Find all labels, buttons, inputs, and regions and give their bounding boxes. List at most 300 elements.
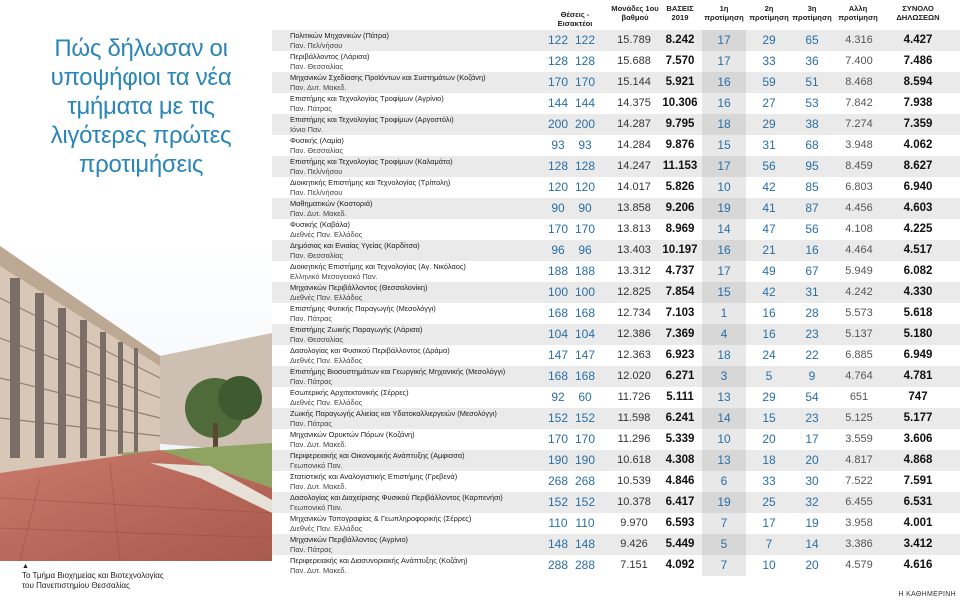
table-row bbox=[272, 51, 960, 72]
monades-cell: 15.688 bbox=[617, 55, 651, 67]
theseis-cell: 147 bbox=[547, 348, 569, 362]
third-preference-cell: 23 bbox=[805, 327, 819, 341]
eisaktees-cell: 170 bbox=[574, 432, 596, 446]
department-name: Δασολογίας και Φυσικού Περιβάλλοντος (Δράμα) bbox=[290, 346, 450, 355]
third-preference-cell: 30 bbox=[805, 474, 819, 488]
first-preference-cell: 15 bbox=[702, 135, 746, 156]
first-preference-cell: 6 bbox=[702, 471, 746, 492]
other-preference-cell: 651 bbox=[849, 391, 869, 403]
table-row bbox=[272, 240, 960, 261]
department-name: Μηχανικών Τοπογραφίας & Γεωπληροφορικής (Σέρρες) bbox=[290, 514, 472, 523]
eisaktees-cell: 288 bbox=[574, 558, 596, 572]
university-name: Παν. Πάτρας bbox=[290, 103, 332, 113]
university-name: Παν. Δυτ. Μακεδ. bbox=[290, 481, 347, 491]
second-preference-cell: 17 bbox=[762, 516, 776, 530]
eisaktees-cell: 144 bbox=[574, 96, 596, 110]
university-name: Παν. Πελ/νήσου bbox=[290, 166, 343, 176]
eisaktees-cell: 93 bbox=[578, 138, 592, 152]
second-preference-cell: 24 bbox=[762, 348, 776, 362]
third-preference-cell: 36 bbox=[805, 54, 819, 68]
theseis-cell: 190 bbox=[547, 453, 569, 467]
university-name: Παν. Δυτ. Μακεδ. bbox=[290, 82, 347, 92]
department-name: Επιστήμης Ζωικής Παραγωγής (Λάρισα) bbox=[290, 325, 423, 334]
header-theseis: Θέσεις - Εισακτέοι bbox=[557, 10, 593, 28]
first-preference-cell: 18 bbox=[702, 345, 746, 366]
eisaktees-cell: 128 bbox=[574, 159, 596, 173]
third-preference-cell: 54 bbox=[805, 390, 819, 404]
second-preference-cell: 42 bbox=[762, 180, 776, 194]
eisaktees-cell: 120 bbox=[574, 180, 596, 194]
total-declarations-cell: 8.627 bbox=[903, 160, 933, 172]
theseis-cell: 152 bbox=[547, 411, 569, 425]
theseis-cell: 170 bbox=[547, 432, 569, 446]
vaseis-cell: 6.241 bbox=[665, 412, 695, 424]
table-row bbox=[272, 219, 960, 240]
theseis-cell: 170 bbox=[547, 222, 569, 236]
eisaktees-cell: 147 bbox=[574, 348, 596, 362]
department-name: Μηχανικών Ορυκτών Πόρων (Κοζάνη) bbox=[290, 430, 415, 439]
third-preference-cell: 65 bbox=[805, 33, 819, 47]
third-preference-cell: 20 bbox=[805, 558, 819, 572]
table-row bbox=[272, 492, 960, 513]
eisaktees-cell: 170 bbox=[574, 222, 596, 236]
total-declarations-cell: 3.412 bbox=[903, 538, 933, 550]
other-preference-cell: 7.400 bbox=[845, 55, 873, 67]
second-preference-cell: 16 bbox=[762, 327, 776, 341]
total-declarations-cell: 6.949 bbox=[903, 349, 933, 361]
monades-cell: 10.378 bbox=[617, 496, 651, 508]
total-declarations-cell: 3.606 bbox=[903, 433, 933, 445]
total-declarations-cell: 6.940 bbox=[903, 181, 933, 193]
table-row bbox=[272, 345, 960, 366]
eisaktees-cell: 188 bbox=[574, 264, 596, 278]
total-declarations-cell: 4.001 bbox=[903, 517, 933, 529]
theseis-cell: 168 bbox=[547, 306, 569, 320]
third-preference-cell: 31 bbox=[805, 285, 819, 299]
university-name: Ελληνικό Μεσογειακό Παν. bbox=[290, 271, 378, 281]
table-row bbox=[272, 513, 960, 534]
header-monades: Μονάδες 1ου βαθμού bbox=[611, 4, 659, 22]
third-preference-cell: 87 bbox=[805, 201, 819, 215]
total-declarations-cell: 6.531 bbox=[903, 496, 933, 508]
total-declarations-cell: 4.868 bbox=[903, 454, 933, 466]
university-name: Παν. Δυτ. Μακεδ. bbox=[290, 565, 347, 575]
university-name: Παν. Πάτρας bbox=[290, 376, 332, 386]
table-row bbox=[272, 366, 960, 387]
department-name: Διοικητικής Επιστήμης και Τεχνολογίας (Αγ. Νικόλαος) bbox=[290, 262, 466, 271]
other-preference-cell: 3.948 bbox=[845, 139, 873, 151]
vaseis-cell: 8.969 bbox=[665, 223, 695, 235]
other-preference-cell: 4.817 bbox=[845, 454, 873, 466]
vaseis-cell: 5.449 bbox=[665, 538, 695, 550]
vaseis-cell: 5.111 bbox=[666, 391, 694, 403]
vaseis-cell: 5.339 bbox=[665, 433, 695, 445]
third-preference-cell: 9 bbox=[808, 369, 816, 383]
university-name: Παν. Θεσσαλίας bbox=[290, 334, 344, 344]
third-preference-cell: 51 bbox=[805, 75, 819, 89]
vaseis-cell: 11.153 bbox=[662, 160, 698, 172]
first-preference-cell: 10 bbox=[702, 429, 746, 450]
university-name: Διεθνές Παν. Ελλάδος bbox=[290, 355, 363, 365]
third-preference-cell: 53 bbox=[805, 96, 819, 110]
monades-cell: 13.858 bbox=[617, 202, 651, 214]
theseis-cell: 268 bbox=[547, 474, 569, 488]
monades-cell: 15.789 bbox=[617, 34, 651, 46]
table-row bbox=[272, 72, 960, 93]
monades-cell: 9.970 bbox=[620, 517, 648, 529]
total-declarations-cell: 5.177 bbox=[903, 412, 933, 424]
theseis-cell: 152 bbox=[547, 495, 569, 509]
department-name: Επιστήμης Βιοσυστημάτων και Γεωργικής Μηχανικής (Μεσολόγγι) bbox=[290, 367, 506, 376]
total-declarations-cell: 7.938 bbox=[903, 97, 933, 109]
total-declarations-cell: 4.781 bbox=[903, 370, 933, 382]
department-name: Πολιτικών Μηχανικών (Πάτρα) bbox=[290, 31, 389, 40]
eisaktees-cell: 60 bbox=[578, 390, 592, 404]
second-preference-cell: 47 bbox=[762, 222, 776, 236]
other-preference-cell: 6.455 bbox=[845, 496, 873, 508]
third-preference-cell: 20 bbox=[805, 453, 819, 467]
total-declarations-cell: 4.062 bbox=[903, 139, 933, 151]
university-name: Γεωπονικό Παν. bbox=[290, 502, 343, 512]
other-preference-cell: 4.108 bbox=[845, 223, 873, 235]
vaseis-cell: 4.737 bbox=[665, 265, 695, 277]
total-declarations-cell: 4.330 bbox=[903, 286, 933, 298]
total-declarations-cell: 4.225 bbox=[903, 223, 933, 235]
department-name: Επιστήμης και Τεχνολογίας Τροφίμων (Αγρίνιο) bbox=[290, 94, 444, 103]
second-preference-cell: 56 bbox=[762, 159, 776, 173]
other-preference-cell: 5.573 bbox=[845, 307, 873, 319]
second-preference-cell: 16 bbox=[762, 306, 776, 320]
theseis-cell: 96 bbox=[551, 243, 565, 257]
other-preference-cell: 5.125 bbox=[845, 412, 873, 424]
eisaktees-cell: 100 bbox=[574, 285, 596, 299]
theseis-cell: 288 bbox=[547, 558, 569, 572]
eisaktees-cell: 168 bbox=[574, 369, 596, 383]
university-name: Παν. Θεσσαλίας bbox=[290, 145, 344, 155]
total-declarations-cell: 4.427 bbox=[903, 34, 933, 46]
monades-cell: 13.813 bbox=[617, 223, 651, 235]
monades-cell: 12.734 bbox=[617, 307, 651, 319]
eisaktees-cell: 90 bbox=[578, 201, 592, 215]
other-preference-cell: 6.885 bbox=[845, 349, 873, 361]
total-declarations-cell: 7.591 bbox=[903, 475, 933, 487]
university-name: Παν. Πάτρας bbox=[290, 313, 332, 323]
first-preference-cell: 17 bbox=[702, 30, 746, 51]
total-declarations-cell: 7.359 bbox=[903, 118, 933, 130]
table-row bbox=[272, 261, 960, 282]
theseis-cell: 128 bbox=[547, 54, 569, 68]
first-preference-cell: 17 bbox=[702, 156, 746, 177]
first-preference-cell: 13 bbox=[702, 450, 746, 471]
first-preference-cell: 13 bbox=[702, 387, 746, 408]
second-preference-cell: 31 bbox=[762, 138, 776, 152]
first-preference-cell: 7 bbox=[702, 513, 746, 534]
total-declarations-cell: 747 bbox=[908, 391, 928, 403]
caption-line-2: του Πανεπιστημίου Θεσσαλίας bbox=[22, 581, 130, 590]
department-name: Περιβάλλοντος (Λάρισα) bbox=[290, 52, 370, 61]
theseis-cell: 122 bbox=[547, 33, 569, 47]
table-row bbox=[272, 324, 960, 345]
third-preference-cell: 22 bbox=[805, 348, 819, 362]
table-row bbox=[272, 471, 960, 492]
eisaktees-cell: 170 bbox=[574, 75, 596, 89]
table-row bbox=[272, 114, 960, 135]
caption-arrow-icon: ▲ bbox=[22, 563, 29, 570]
other-preference-cell: 5.137 bbox=[845, 328, 873, 340]
vaseis-cell: 7.369 bbox=[665, 328, 695, 340]
other-preference-cell: 8.459 bbox=[845, 160, 873, 172]
first-preference-cell: 17 bbox=[702, 261, 746, 282]
other-preference-cell: 7.842 bbox=[845, 97, 873, 109]
vaseis-cell: 5.921 bbox=[665, 76, 695, 88]
eisaktees-cell: 168 bbox=[574, 306, 596, 320]
table-row bbox=[272, 198, 960, 219]
newspaper-credit: Η ΚΑΘΗΜΕΡΙΝΗ bbox=[898, 591, 956, 598]
second-preference-cell: 15 bbox=[762, 411, 776, 425]
university-name: Παν. Πάτρας bbox=[290, 418, 332, 428]
third-preference-cell: 95 bbox=[805, 159, 819, 173]
total-declarations-cell: 4.603 bbox=[903, 202, 933, 214]
university-name: Ιόνιο Παν. bbox=[290, 124, 324, 134]
department-name: Ζωικής Παραγωγής Αλιείας και Υδατοκαλλιεργειών (Μεσολόγγι) bbox=[290, 409, 497, 418]
theseis-cell: 100 bbox=[547, 285, 569, 299]
monades-cell: 10.539 bbox=[617, 475, 651, 487]
department-name: Δημόσιας και Ενιαίας Υγείας (Καρδίτσα) bbox=[290, 241, 420, 250]
university-name: Παν. Θεσσαλίας bbox=[290, 250, 344, 260]
department-name: Μηχανικών Περιβάλλοντος (Αγρίνιο) bbox=[290, 535, 409, 544]
university-name: Παν. Πελ/νήσου bbox=[290, 40, 343, 50]
university-name: Διεθνές Παν. Ελλάδος bbox=[290, 292, 363, 302]
theseis-cell: 104 bbox=[547, 327, 569, 341]
department-name: Περιφερειακής και Διασυνοριακής Ανάπτυξης (Κοζάνη) bbox=[290, 556, 468, 565]
total-declarations-cell: 5.180 bbox=[903, 328, 933, 340]
vaseis-cell: 9.795 bbox=[665, 118, 695, 130]
third-preference-cell: 67 bbox=[805, 264, 819, 278]
vaseis-cell: 6.271 bbox=[665, 370, 695, 382]
first-preference-cell: 14 bbox=[702, 408, 746, 429]
monades-cell: 12.020 bbox=[617, 370, 651, 382]
other-preference-cell: 7.274 bbox=[845, 118, 873, 130]
header-p2: 2η προτίμηση bbox=[749, 4, 789, 22]
department-name: Στατιστικής και Αναλογιστικής Επιστήμης (Γρεβενά) bbox=[290, 472, 458, 481]
first-preference-cell: 7 bbox=[702, 555, 746, 576]
third-preference-cell: 38 bbox=[805, 117, 819, 131]
monades-cell: 10.618 bbox=[617, 454, 651, 466]
header-vaseis: ΒΑΣΕΙΣ 2019 bbox=[666, 4, 694, 22]
third-preference-cell: 85 bbox=[805, 180, 819, 194]
total-declarations-cell: 5.618 bbox=[903, 307, 933, 319]
other-preference-cell: 3.559 bbox=[845, 433, 873, 445]
eisaktees-cell: 104 bbox=[574, 327, 596, 341]
theseis-cell: 90 bbox=[551, 201, 565, 215]
vaseis-cell: 4.846 bbox=[665, 475, 695, 487]
other-preference-cell: 4.316 bbox=[845, 34, 873, 46]
second-preference-cell: 42 bbox=[762, 285, 776, 299]
table-row bbox=[272, 450, 960, 471]
third-preference-cell: 28 bbox=[805, 306, 819, 320]
department-name: Επιστήμης και Τεχνολογίας Τροφίμων (Καλαμάτα) bbox=[290, 157, 453, 166]
second-preference-cell: 18 bbox=[762, 453, 776, 467]
monades-cell: 11.726 bbox=[617, 391, 651, 403]
university-name: Παν. Πάτρας bbox=[290, 544, 332, 554]
other-preference-cell: 6.803 bbox=[845, 181, 873, 193]
monades-cell: 12.363 bbox=[617, 349, 651, 361]
table-row bbox=[272, 135, 960, 156]
monades-cell: 14.287 bbox=[617, 118, 651, 130]
monades-cell: 7.151 bbox=[620, 559, 648, 571]
eisaktees-cell: 128 bbox=[574, 54, 596, 68]
first-preference-cell: 15 bbox=[702, 282, 746, 303]
university-name: Παν. Θεσσαλίας bbox=[290, 61, 344, 71]
department-name: Διοικητικής Επιστήμης και Τεχνολογίας (Τρίπολη) bbox=[290, 178, 451, 187]
total-declarations-cell: 4.616 bbox=[903, 559, 933, 571]
vaseis-cell: 4.308 bbox=[665, 454, 695, 466]
monades-cell: 12.386 bbox=[617, 328, 651, 340]
vaseis-cell: 10.197 bbox=[662, 244, 698, 256]
second-preference-cell: 10 bbox=[762, 558, 776, 572]
eisaktees-cell: 152 bbox=[574, 495, 596, 509]
table-row bbox=[272, 282, 960, 303]
header-synolo: ΣΥΝΟΛΟ ΔΗΛΩΣΕΩΝ bbox=[896, 4, 940, 22]
vaseis-cell: 6.593 bbox=[665, 517, 695, 529]
department-name: Μηχανικών Σχεδίασης Προϊόντων και Συστημάτων (Κοζάνη) bbox=[290, 73, 486, 82]
monades-cell: 13.403 bbox=[617, 244, 651, 256]
first-preference-cell: 18 bbox=[702, 114, 746, 135]
department-name: Εσωτερικής Αρχιτεκτονικής (Σέρρες) bbox=[290, 388, 409, 397]
other-preference-cell: 3.958 bbox=[845, 517, 873, 529]
photo-caption bbox=[22, 563, 262, 591]
header-alli: Αλλη προτίμηση bbox=[838, 4, 878, 22]
vaseis-cell: 5.826 bbox=[665, 181, 695, 193]
department-name: Επιστήμης και Τεχνολογίας Τροφίμων (Αργοστόλι) bbox=[290, 115, 454, 124]
first-preference-cell: 17 bbox=[702, 51, 746, 72]
monades-cell: 14.017 bbox=[617, 181, 651, 193]
third-preference-cell: 19 bbox=[805, 516, 819, 530]
university-name: Διεθνές Παν. Ελλάδος bbox=[290, 229, 363, 239]
other-preference-cell: 3.386 bbox=[845, 538, 873, 550]
other-preference-cell: 7.522 bbox=[845, 475, 873, 487]
university-name: Διεθνές Παν. Ελλάδος bbox=[290, 523, 363, 533]
total-declarations-cell: 7.486 bbox=[903, 55, 933, 67]
first-preference-cell: 10 bbox=[702, 177, 746, 198]
first-preference-cell: 19 bbox=[702, 492, 746, 513]
table-row bbox=[272, 303, 960, 324]
monades-cell: 15.144 bbox=[617, 76, 651, 88]
monades-cell: 9.426 bbox=[620, 538, 648, 550]
table-row bbox=[272, 387, 960, 408]
university-name: Διεθνές Παν. Ελλάδος bbox=[290, 397, 363, 407]
second-preference-cell: 20 bbox=[762, 432, 776, 446]
second-preference-cell: 29 bbox=[762, 390, 776, 404]
department-name: Μηχανικών Περιβάλλοντος (Θεσσαλονίκη) bbox=[290, 283, 428, 292]
first-preference-cell: 5 bbox=[702, 534, 746, 555]
department-name: Φυσικής (Καβάλα) bbox=[290, 220, 350, 229]
university-name: Παν. Πελ/νήσου bbox=[290, 187, 343, 197]
vaseis-cell: 7.570 bbox=[665, 55, 695, 67]
header-p3: 3η προτίμηση bbox=[792, 4, 832, 22]
second-preference-cell: 49 bbox=[762, 264, 776, 278]
eisaktees-cell: 152 bbox=[574, 411, 596, 425]
theseis-cell: 128 bbox=[547, 159, 569, 173]
first-preference-cell: 4 bbox=[702, 324, 746, 345]
first-preference-cell: 16 bbox=[702, 240, 746, 261]
table-row bbox=[272, 555, 960, 576]
other-preference-cell: 4.579 bbox=[845, 559, 873, 571]
table-row bbox=[272, 408, 960, 429]
department-name: Δασολογίας και Διαχείρισης Φυσικού Περιβάλλοντος (Καρπενήσι) bbox=[290, 493, 503, 502]
vaseis-cell: 7.103 bbox=[665, 307, 695, 319]
first-preference-cell: 16 bbox=[702, 72, 746, 93]
first-preference-cell: 1 bbox=[702, 303, 746, 324]
monades-cell: 13.312 bbox=[617, 265, 651, 277]
monades-cell: 14.247 bbox=[617, 160, 651, 172]
second-preference-cell: 21 bbox=[762, 243, 776, 257]
university-name: Παν. Δυτ. Μακεδ. bbox=[290, 208, 347, 218]
caption-line-1: Το Τμήμα Βιοχημείας και Βιοτεχνολογίας bbox=[22, 571, 164, 580]
theseis-cell: 110 bbox=[548, 516, 568, 530]
theseis-cell: 120 bbox=[547, 180, 569, 194]
second-preference-cell: 59 bbox=[762, 75, 776, 89]
eisaktees-cell: 268 bbox=[574, 474, 596, 488]
eisaktees-cell: 200 bbox=[574, 117, 596, 131]
vaseis-cell: 9.206 bbox=[665, 202, 695, 214]
header-p1: 1η προτίμηση bbox=[704, 4, 744, 22]
vaseis-cell: 6.417 bbox=[665, 496, 695, 508]
second-preference-cell: 33 bbox=[762, 54, 776, 68]
vaseis-cell: 8.242 bbox=[665, 34, 695, 46]
monades-cell: 11.598 bbox=[617, 412, 651, 424]
second-preference-cell: 33 bbox=[762, 474, 776, 488]
second-preference-cell: 29 bbox=[762, 117, 776, 131]
first-preference-cell: 3 bbox=[702, 366, 746, 387]
second-preference-cell: 41 bbox=[762, 201, 776, 215]
second-preference-cell: 27 bbox=[762, 96, 776, 110]
theseis-cell: 92 bbox=[551, 390, 565, 404]
table-row bbox=[272, 156, 960, 177]
third-preference-cell: 14 bbox=[805, 537, 819, 551]
third-preference-cell: 32 bbox=[805, 495, 819, 509]
department-name: Επιστήμης Φυτικής Παραγωγής (Μεσολόγγι) bbox=[290, 304, 436, 313]
third-preference-cell: 68 bbox=[805, 138, 819, 152]
table-row bbox=[272, 30, 960, 51]
theseis-cell: 144 bbox=[547, 96, 569, 110]
theseis-cell: 170 bbox=[547, 75, 569, 89]
other-preference-cell: 4.464 bbox=[845, 244, 873, 256]
second-preference-cell: 25 bbox=[762, 495, 776, 509]
other-preference-cell: 5.949 bbox=[845, 265, 873, 277]
theseis-cell: 93 bbox=[551, 138, 565, 152]
monades-cell: 14.375 bbox=[617, 97, 651, 109]
second-preference-cell: 7 bbox=[765, 537, 773, 551]
vaseis-cell: 6.923 bbox=[665, 349, 695, 361]
monades-cell: 14.284 bbox=[617, 139, 651, 151]
theseis-cell: 148 bbox=[547, 537, 569, 551]
total-declarations-cell: 8.594 bbox=[903, 76, 933, 88]
campus-photo bbox=[0, 238, 272, 561]
department-name: Μαθηματικών (Καστοριά) bbox=[290, 199, 373, 208]
table-row bbox=[272, 177, 960, 198]
third-preference-cell: 17 bbox=[805, 432, 819, 446]
total-declarations-cell: 6.082 bbox=[903, 265, 933, 277]
data-table bbox=[272, 30, 960, 576]
second-preference-cell: 29 bbox=[762, 33, 776, 47]
theseis-cell: 168 bbox=[547, 369, 569, 383]
eisaktees-cell: 96 bbox=[578, 243, 592, 257]
total-declarations-cell: 4.517 bbox=[903, 244, 933, 256]
eisaktees-cell: 190 bbox=[574, 453, 596, 467]
other-preference-cell: 4.764 bbox=[845, 370, 873, 382]
monades-cell: 12.825 bbox=[617, 286, 651, 298]
